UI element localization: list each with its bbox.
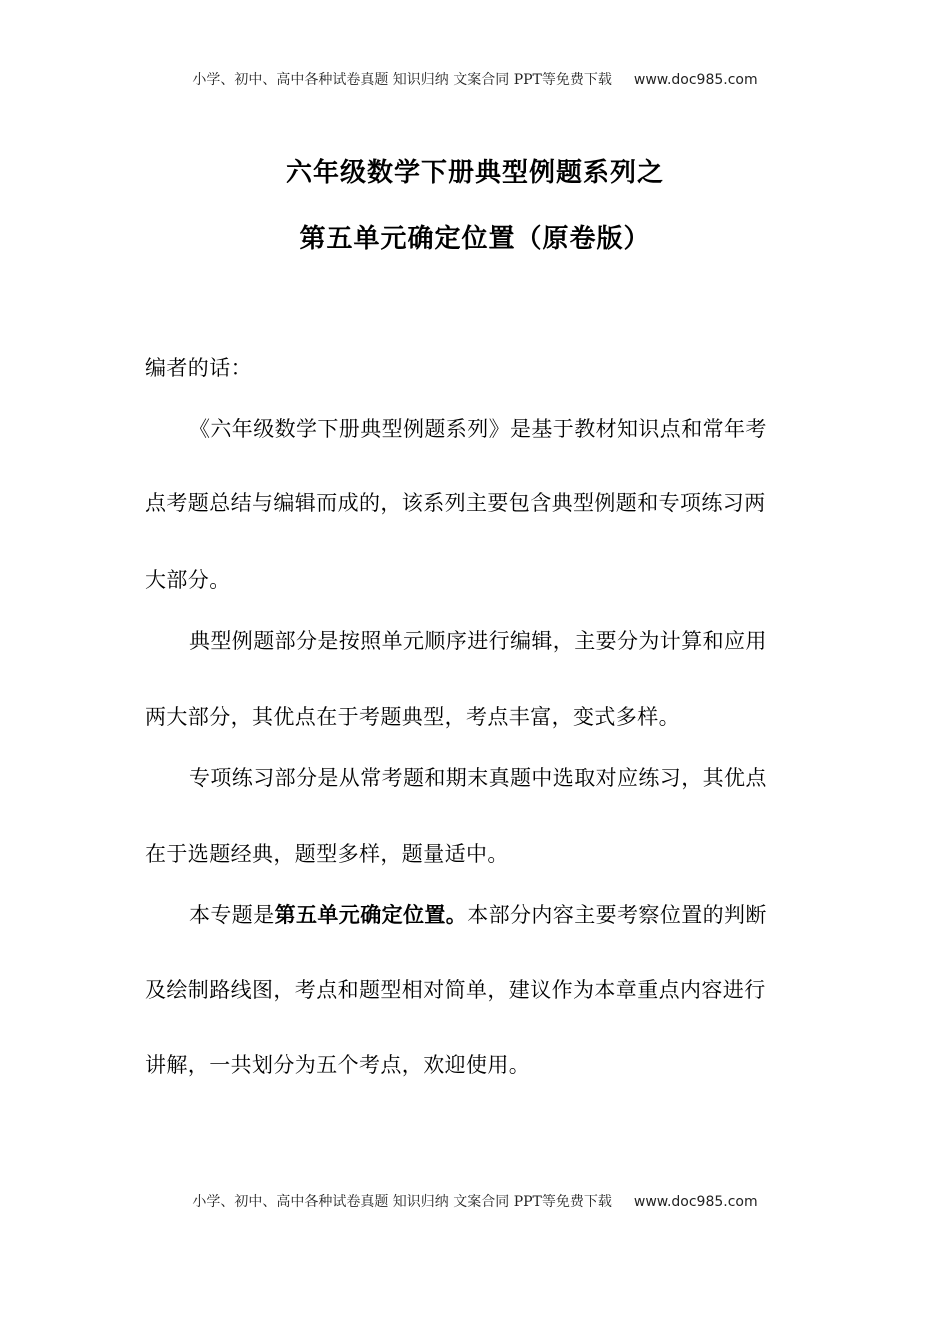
paragraph-4-prefix: 本专题是 — [189, 903, 275, 927]
footer-text: 小学、初中、高中各种试卷真题 知识归纳 文案合同 PPT等免费下载 — [192, 1194, 612, 1210]
header-url[interactable]: www.doc985.com — [633, 72, 758, 88]
paragraph-4-line-2: 及绘制路线图，考点和题型相对简单，建议作为本章重点内容进行 — [145, 978, 766, 1002]
paragraph-2-line-1: 典型例题部分是按照单元顺序进行编辑，主要分为计算和应用 — [189, 629, 767, 653]
paragraph-4-suffix: 本部分内容主要考察位置的判断 — [467, 903, 767, 927]
paragraph-4-line-3: 讲解，一共划分为五个考点，欢迎使用。 — [145, 1053, 531, 1077]
page-header — [0, 69, 950, 89]
paragraph-2-line-2: 两大部分，其优点在于考题典型，考点丰富，变式多样。 — [145, 705, 680, 729]
paragraph-3-line-2: 在于选题经典，题型多样，题量适中。 — [145, 842, 509, 866]
footer-url[interactable]: www.doc985.com — [633, 1194, 758, 1210]
paragraph-3-line-1: 专项练习部分是从常考题和期末真题中选取对应练习，其优点 — [189, 766, 767, 790]
document-title-line-1: 六年级数学下册典型例题系列之 — [285, 158, 664, 188]
paragraph-1-line-1: 《六年级数学下册典型例题系列》是基于教材知识点和常年考 — [189, 417, 767, 441]
paragraph-4-line-1 — [189, 899, 839, 929]
page-footer — [0, 1191, 950, 1211]
editor-note-heading: 编者的话： — [145, 356, 252, 380]
paragraph-1-line-3: 大部分。 — [145, 568, 231, 592]
document-title-line-2: 第五单元确定位置（原卷版） — [299, 224, 651, 254]
paragraph-1-line-2: 点考题总结与编辑而成的，该系列主要包含典型例题和专项练习两 — [145, 491, 766, 515]
paragraph-4-topic: 第五单元确定位置。 — [274, 903, 468, 927]
header-text: 小学、初中、高中各种试卷真题 知识归纳 文案合同 PPT等免费下载 — [192, 72, 612, 88]
